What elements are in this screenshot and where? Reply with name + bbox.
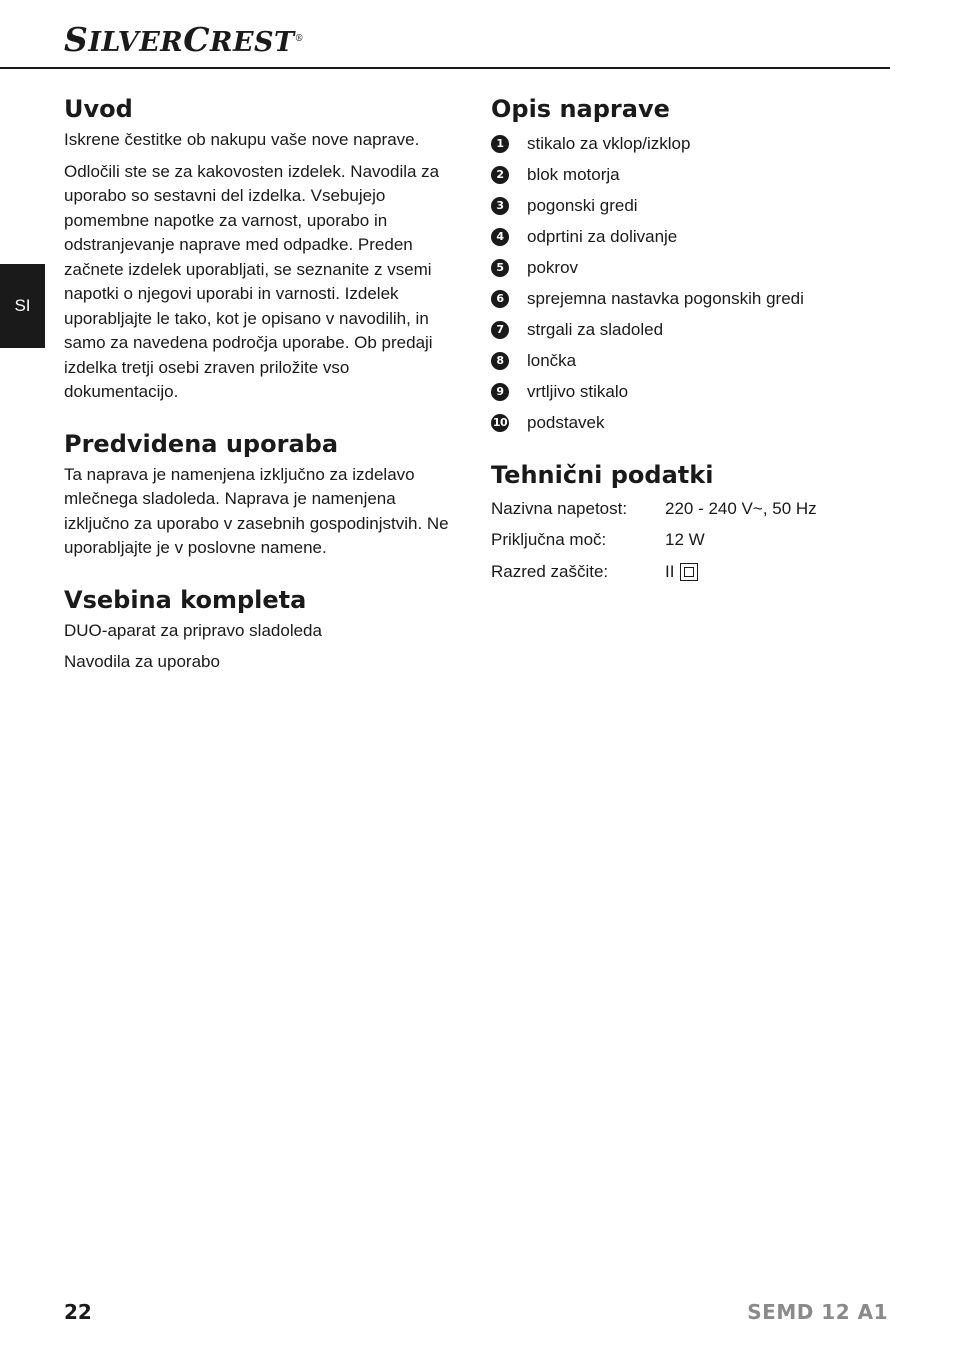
list-item: 6 sprejemna nastavka pogonskih gredi	[491, 283, 891, 314]
list-item: 3 pogonski gredi	[491, 190, 891, 221]
section-title-intro: Uvod	[64, 95, 133, 123]
contents-item: Navodila za uporabo	[64, 652, 220, 671]
list-item: 5 pokrov	[491, 252, 891, 283]
number-badge-icon: 5	[491, 259, 509, 277]
protection-class-ii-icon	[680, 563, 698, 581]
spec-row: Priključna moč: 12 W	[491, 530, 705, 550]
number-badge-icon: 3	[491, 197, 509, 215]
list-item: 2 blok motorja	[491, 159, 891, 190]
parts-list	[491, 128, 891, 438]
number-badge-icon: 1	[491, 135, 509, 153]
right-column	[491, 92, 891, 588]
section-title-contents: Vsebina kompleta	[64, 585, 307, 614]
section-title-description: Opis naprave	[491, 95, 670, 123]
spec-table	[491, 493, 891, 588]
left-column	[64, 92, 464, 675]
intro-paragraph-2: Odločili ste se za kakovosten izdelek. Navodila za uporabo so sestavni del izdelka. Vsebujejo pomembne napotke za varnost, uporabo in odstranjevanje naprave med odpadke. Preden začnete izdelek uporabljati, se seznanite z vsemi napotki o njegovi uporabi in varnosti. Izdelek uporabljajte le tako, kot je opisano v navodilih, in samo za navedena področja uporabe. Ob predaji izdelka tretji osebi zraven priložite vso dokumentacijo.	[64, 161, 440, 401]
page-number: 22	[64, 1300, 92, 1324]
number-badge-icon: 7	[491, 321, 509, 339]
number-badge-icon: 4	[491, 228, 509, 246]
number-badge-icon: 8	[491, 352, 509, 370]
model-number: SEMD 12 A1	[747, 1300, 888, 1324]
intended-use-paragraph: Ta naprava je namenjena izključno za izdelavo mlečnega sladoleda. Naprava je namenjena izključno za uporabo v zasebnih gospodinjstvih. Ne uporabljajte je v poslovne namene.	[64, 464, 449, 557]
list-item: 8 lončka	[491, 345, 891, 376]
list-item: 10 podstavek	[492, 412, 605, 432]
number-badge-icon: 2	[491, 166, 509, 184]
section-title-technical: Tehnični podatki	[491, 461, 714, 489]
brand-logo: SILVERCREST®	[64, 20, 305, 59]
spec-row: Razred zaščite: II	[491, 556, 891, 588]
header-rule	[0, 67, 890, 69]
list-item: 7 strgali za sladoled	[491, 314, 891, 345]
section-title-intended-use: Predvidena uporaba	[64, 429, 339, 458]
number-badge-icon: 9	[491, 383, 509, 401]
number-badge-icon: 10	[491, 414, 509, 432]
intro-paragraph-1: Iskrene čestitke ob nakupu vaše nove naprave.	[64, 130, 420, 149]
contents-item: DUO-aparat za pripravo sladoleda	[64, 620, 322, 640]
number-badge-icon: 6	[491, 290, 509, 308]
list-item: 4 odprtini za dolivanje	[491, 221, 891, 252]
spec-row: Nazivna napetost: 220 - 240 V~, 50 Hz	[491, 498, 817, 518]
language-tab: SI	[0, 264, 45, 348]
list-item: 9 vrtljivo stikalo	[491, 376, 891, 407]
list-item: 1 stikalo za vklop/izklop	[491, 128, 891, 159]
